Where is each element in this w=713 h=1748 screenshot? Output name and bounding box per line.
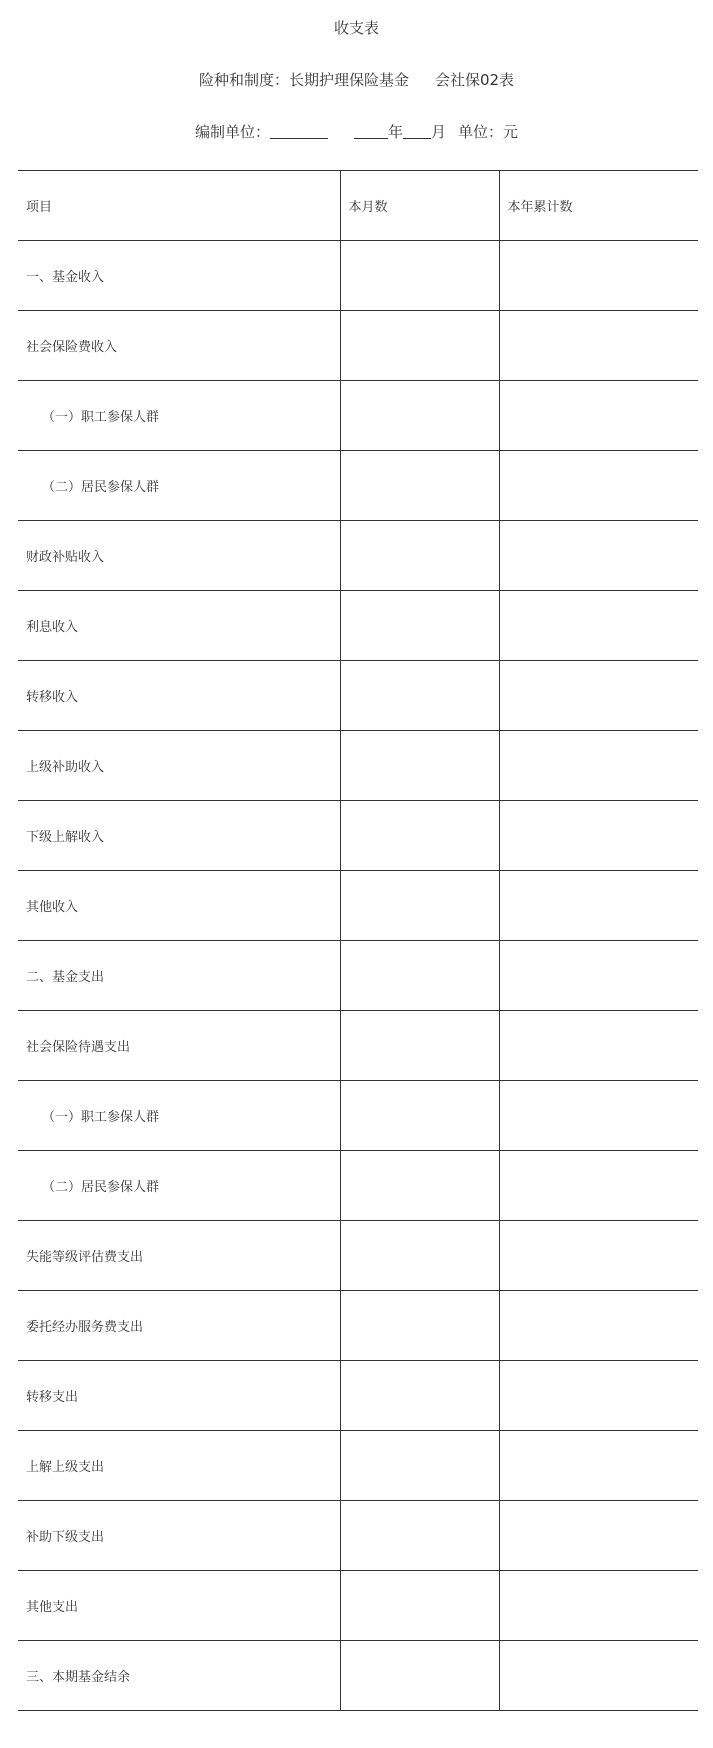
table-row [18,1291,698,1361]
header-this-month: 本月数 [340,171,499,241]
row-this-month-cell[interactable] [340,661,499,731]
document-meta [0,122,713,142]
table-row [18,241,698,311]
row-item-label: 转移支出 [18,1361,340,1431]
row-item-label: 委托经办服务费支出 [18,1291,340,1361]
compiler-label: 编制单位： [194,123,270,141]
row-ytd-cell[interactable] [499,1221,698,1291]
row-this-month-cell[interactable] [340,801,499,871]
table-row [18,1571,698,1641]
table-header-row [18,171,698,241]
row-ytd-cell[interactable] [499,1291,698,1361]
row-ytd-cell[interactable] [499,1361,698,1431]
row-ytd-cell[interactable] [499,1081,698,1151]
row-this-month-cell[interactable] [340,451,499,521]
row-this-month-cell[interactable] [340,1011,499,1081]
row-item-label: （二）居民参保人群 [18,1151,340,1221]
month-blank [403,122,431,139]
row-this-month-cell[interactable] [340,591,499,661]
table-row [18,521,698,591]
row-item-label: 转移收入 [18,661,340,731]
table-row [18,1011,698,1081]
row-item-label: 社会保险费收入 [18,311,340,381]
row-this-month-cell[interactable] [340,1151,499,1221]
row-ytd-cell[interactable] [499,1501,698,1571]
row-this-month-cell[interactable] [340,1431,499,1501]
row-ytd-cell[interactable] [499,241,698,311]
row-ytd-cell[interactable] [499,1641,698,1711]
table-row [18,871,698,941]
table-row [18,1221,698,1291]
income-expense-table [18,170,698,1711]
row-this-month-cell[interactable] [340,1361,499,1431]
year-blank [354,122,388,139]
row-item-label: 二、基金支出 [18,941,340,1011]
document-subtitle [0,70,713,90]
row-ytd-cell[interactable] [499,731,698,801]
table-row [18,1081,698,1151]
row-this-month-cell[interactable] [340,311,499,381]
table-row [18,1641,698,1711]
row-this-month-cell[interactable] [340,1501,499,1571]
row-item-label: 下级上解收入 [18,801,340,871]
unit-label: 单位：元 [458,123,519,141]
form-code: 会社保02表 [434,71,515,89]
row-this-month-cell[interactable] [340,241,499,311]
row-this-month-cell[interactable] [340,1291,499,1361]
row-this-month-cell[interactable] [340,1221,499,1291]
row-this-month-cell[interactable] [340,941,499,1011]
row-item-label: 利息收入 [18,591,340,661]
header-item: 项目 [18,171,340,241]
compiler-blank [270,122,328,139]
table-row [18,1501,698,1571]
table-row [18,1431,698,1501]
row-this-month-cell[interactable] [340,731,499,801]
row-ytd-cell[interactable] [499,311,698,381]
row-ytd-cell[interactable] [499,451,698,521]
row-ytd-cell[interactable] [499,871,698,941]
row-ytd-cell[interactable] [499,521,698,591]
row-item-label: 社会保险待遇支出 [18,1011,340,1081]
row-ytd-cell[interactable] [499,1431,698,1501]
row-item-label: 失能等级评估费支出 [18,1221,340,1291]
row-item-label: 上解上级支出 [18,1431,340,1501]
table-row [18,1361,698,1431]
row-item-label: 上级补助收入 [18,731,340,801]
month-label: 月 [431,123,447,141]
table-body [18,241,698,1711]
table-row [18,731,698,801]
table-row [18,451,698,521]
row-item-label: 其他收入 [18,871,340,941]
row-item-label: （一）职工参保人群 [18,1081,340,1151]
row-ytd-cell[interactable] [499,591,698,661]
row-item-label: 补助下级支出 [18,1501,340,1571]
table-row [18,311,698,381]
table-row [18,591,698,661]
document-title: 收支表 [333,19,379,37]
row-ytd-cell[interactable] [499,801,698,871]
row-this-month-cell[interactable] [340,1081,499,1151]
year-label: 年 [387,123,403,141]
row-ytd-cell[interactable] [499,1011,698,1081]
insurance-type-label: 险种和制度：长期护理保险基金 [198,71,409,89]
row-this-month-cell[interactable] [340,1571,499,1641]
table-row [18,1151,698,1221]
table-row [18,381,698,451]
row-ytd-cell[interactable] [499,1571,698,1641]
table-row [18,801,698,871]
row-ytd-cell[interactable] [499,661,698,731]
row-item-label: 财政补贴收入 [18,521,340,591]
row-this-month-cell[interactable] [340,521,499,591]
row-ytd-cell[interactable] [499,381,698,451]
row-item-label: （二）居民参保人群 [18,451,340,521]
row-ytd-cell[interactable] [499,941,698,1011]
row-ytd-cell[interactable] [499,1151,698,1221]
row-item-label: 其他支出 [18,1571,340,1641]
row-this-month-cell[interactable] [340,871,499,941]
row-this-month-cell[interactable] [340,1641,499,1711]
row-item-label: 一、基金收入 [18,241,340,311]
row-item-label: 三、本期基金结余 [18,1641,340,1711]
header-ytd: 本年累计数 [499,171,698,241]
row-item-label: （一）职工参保人群 [18,381,340,451]
table-row [18,661,698,731]
row-this-month-cell[interactable] [340,381,499,451]
table-row [18,941,698,1011]
